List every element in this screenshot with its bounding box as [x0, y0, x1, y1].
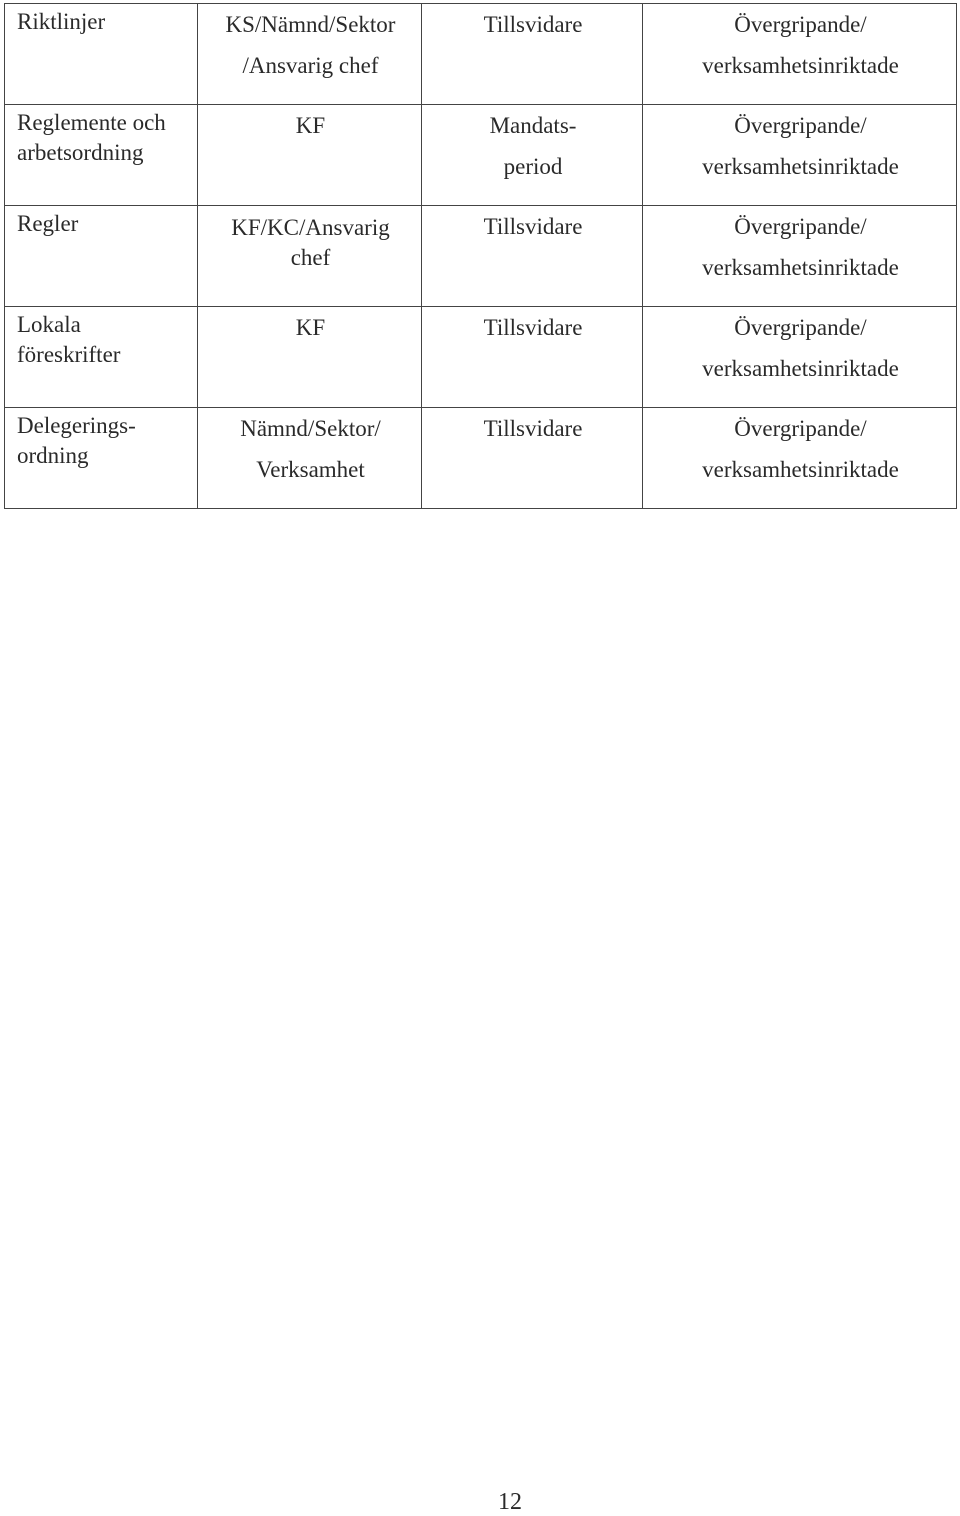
cell-text: Regler	[17, 211, 79, 236]
cell-text: Reglemente och	[17, 110, 166, 135]
cell-text: Nämnd/Sektor/	[240, 416, 381, 441]
cell-text: verksamhetsinriktade	[702, 255, 899, 280]
document-type-cell	[5, 105, 198, 206]
cell-text: /Ansvarig chef	[242, 53, 379, 78]
cell-text: Tillsvidare	[483, 315, 583, 340]
cell-text: Övergripande/	[734, 416, 867, 441]
decided-by-cell	[198, 408, 422, 509]
validity-cell	[422, 206, 643, 307]
validity-cell	[422, 307, 643, 408]
cell-text: KF/KC/Ansvarig	[231, 215, 390, 240]
table-row	[5, 408, 957, 509]
cell-text: Tillsvidare	[483, 416, 583, 441]
cell-text: verksamhetsinriktade	[702, 457, 899, 482]
validity-cell	[422, 105, 643, 206]
cell-text: Övergripande/	[734, 214, 867, 239]
cell-text: Tillsvidare	[483, 214, 583, 239]
decided-by-cell	[198, 105, 422, 206]
document-type-cell	[5, 408, 198, 509]
cell-text: Övergripande/	[734, 113, 867, 138]
cell-text: KF	[295, 113, 326, 138]
table-row	[5, 4, 957, 105]
scope-cell	[643, 4, 957, 105]
document-type-cell	[5, 206, 198, 307]
cell-text: Riktlinjer	[17, 9, 106, 34]
cell-text: chef	[290, 245, 331, 270]
validity-cell	[422, 408, 643, 509]
cell-text: Övergripande/	[734, 12, 867, 37]
page-number: 12	[498, 1489, 522, 1515]
decided-by-cell	[198, 4, 422, 105]
cell-text: Lokala	[17, 312, 81, 337]
cell-text: verksamhetsinriktade	[702, 154, 899, 179]
cell-text: Delegerings-	[17, 413, 136, 438]
document-type-cell	[5, 4, 198, 105]
table-row	[5, 307, 957, 408]
cell-text: Mandats-	[489, 113, 577, 138]
scope-cell	[643, 307, 957, 408]
scope-cell	[643, 105, 957, 206]
cell-text: period	[503, 154, 563, 179]
cell-text: Tillsvidare	[483, 12, 583, 37]
document-type-cell	[5, 307, 198, 408]
validity-cell	[422, 4, 643, 105]
scope-cell	[643, 408, 957, 509]
steering-documents-table	[4, 3, 957, 509]
cell-text: KS/Nämnd/Sektor	[225, 12, 396, 37]
table-row	[5, 105, 957, 206]
cell-text: ordning	[17, 443, 89, 468]
scope-cell	[643, 206, 957, 307]
cell-text: Verksamhet	[256, 457, 365, 482]
cell-text: verksamhetsinriktade	[702, 53, 899, 78]
cell-text: föreskrifter	[17, 342, 121, 367]
cell-text: arbetsordning	[17, 140, 144, 165]
cell-text: KF	[295, 315, 326, 340]
decided-by-cell	[198, 307, 422, 408]
table-row	[5, 206, 957, 307]
cell-text: Övergripande/	[734, 315, 867, 340]
decided-by-cell	[198, 206, 422, 307]
cell-text: verksamhetsinriktade	[702, 356, 899, 381]
